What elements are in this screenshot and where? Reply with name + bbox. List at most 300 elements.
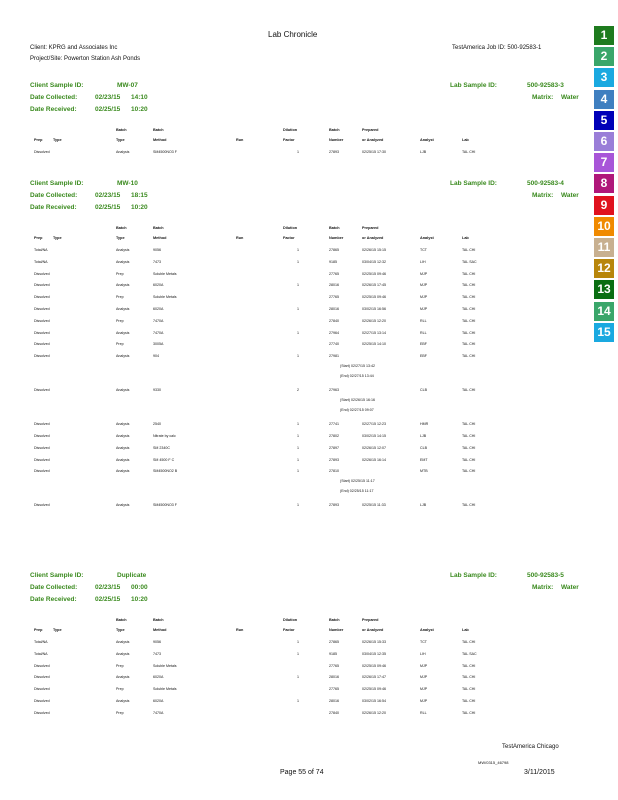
column-header-top: Batch <box>329 618 340 622</box>
received-date: 02/25/15 <box>95 106 121 113</box>
received-date: 02/25/15 <box>95 204 121 211</box>
table-cell-prep: Dissolved <box>34 710 50 715</box>
column-header: Prep <box>34 628 43 632</box>
table-cell-date: 03/02/15 14:15 <box>362 434 386 438</box>
column-header: Type <box>116 628 125 632</box>
column-header-top: Batch <box>153 226 164 230</box>
table-cell-analyst: LJB <box>420 150 427 154</box>
table-cell-btype: Analysis <box>116 330 130 335</box>
table-cell-btype: Analysis <box>116 283 130 288</box>
table-cell-method: Soluble Metals <box>153 295 177 300</box>
lab-sample-id: 500-92583-5 <box>527 572 564 579</box>
table-cell-sub-date: (End) 02/27/15 13:44 <box>340 374 374 379</box>
table-cell-analyst: MJP <box>420 307 428 311</box>
column-header-top: Prepared <box>362 226 379 230</box>
client-sample-label: Client Sample ID: <box>30 572 84 579</box>
column-header-top: Batch <box>116 226 127 230</box>
table-cell-prep: Dissolved <box>34 434 50 438</box>
table-cell-number: 27810 <box>329 469 339 474</box>
table-cell-prep: Dissolved <box>34 422 50 427</box>
table-cell-date: 02/25/15 09:46 <box>362 663 386 668</box>
table-cell-lab: TAL CHI <box>462 457 476 462</box>
table-cell-btype: Analysis <box>116 699 130 703</box>
column-header-top: Prepared <box>362 618 379 622</box>
table-cell-method: 7473 <box>153 259 161 264</box>
table-cell-prep: Dissolved <box>34 457 50 462</box>
table-cell-method: 7470A <box>153 710 164 715</box>
table-cell-method: 9330 <box>153 388 161 393</box>
table-cell-analyst: RLL <box>420 330 427 335</box>
table-cell-analyst: TCT <box>420 248 427 252</box>
table-cell-lab: TAL SAC <box>462 259 477 264</box>
matrix-value: Water <box>561 94 579 101</box>
table-cell-number: 27740 <box>329 342 339 347</box>
table-cell-analyst: RLL <box>420 710 427 715</box>
table-cell-date: 03/02/15 16:56 <box>362 307 386 311</box>
matrix-label: Matrix: <box>532 192 554 199</box>
table-cell-btype: Prep <box>116 687 124 692</box>
table-cell-btype: Analysis <box>116 651 130 656</box>
tab-6[interactable]: 6 <box>594 132 614 151</box>
table-cell-number: 27741 <box>329 422 339 427</box>
received-label: Date Received: <box>30 204 77 211</box>
collected-date: 02/23/15 <box>95 584 121 591</box>
tab-11[interactable]: 11 <box>594 238 614 257</box>
table-cell-lab: TAL CHI <box>462 354 476 359</box>
table-cell-factor: 1 <box>297 640 299 644</box>
table-cell-btype: Analysis <box>116 675 130 680</box>
column-header: Lab <box>462 628 469 632</box>
table-cell-method: Soluble Metals <box>153 663 177 668</box>
table-cell-factor: 1 <box>297 307 299 311</box>
table-cell-number: 27963 <box>329 388 339 393</box>
table-cell-date: 02/25/15 09:46 <box>362 687 386 692</box>
table-cell-method: 6020A <box>153 699 164 703</box>
table-cell-date: 02/27/15 12:23 <box>362 422 386 427</box>
tab-3[interactable]: 3 <box>594 68 614 87</box>
table-cell-number: 27893 <box>329 457 339 462</box>
client-sample-label: Client Sample ID: <box>30 180 84 187</box>
table-cell-date: 02/26/15 17:45 <box>362 283 386 288</box>
table-cell-prep: Dissolved <box>34 663 50 668</box>
collected-label: Date Collected: <box>30 192 78 199</box>
table-cell-number: 27840 <box>329 318 339 323</box>
table-cell-number: 27765 <box>329 663 339 668</box>
table-cell-lab: TAL CHI <box>462 445 476 450</box>
table-cell-number: 27981 <box>329 354 339 359</box>
table-cell-factor: 1 <box>297 457 299 462</box>
table-cell-btype: Analysis <box>116 150 130 154</box>
table-cell-prep: Dissolved <box>34 295 50 300</box>
table-cell-number: 27765 <box>329 295 339 300</box>
column-header: Method <box>153 236 167 240</box>
table-cell-prep: Dissolved <box>34 271 50 276</box>
table-cell-lab: TAL CHI <box>462 271 476 276</box>
table-cell-method: 9056 <box>153 248 161 252</box>
received-time: 10:20 <box>131 204 148 211</box>
column-header: Factor <box>283 628 295 632</box>
table-cell-lab: TAL CHI <box>462 318 476 323</box>
table-cell-prep: Dissolved <box>34 283 50 288</box>
matrix-label: Matrix: <box>532 584 554 591</box>
column-header-top: Dilution <box>283 618 298 622</box>
table-cell-factor: 1 <box>297 503 299 508</box>
table-cell-analyst: LIH <box>420 259 426 264</box>
table-cell-factor: 1 <box>297 354 299 359</box>
table-cell-lab: TAL CHI <box>462 710 476 715</box>
table-cell-btype: Analysis <box>116 503 130 508</box>
column-header: Number <box>329 628 344 632</box>
lab-sample-label: Lab Sample ID: <box>450 180 497 187</box>
footer-company: TestAmerica Chicago <box>502 744 559 750</box>
table-cell-date: 03/04/15 12:35 <box>362 651 386 656</box>
column-header-top: Batch <box>153 128 164 132</box>
table-cell-date: 02/26/15 15:33 <box>362 640 386 644</box>
table-cell-prep: Dissolved <box>34 503 50 508</box>
table-cell-analyst: EBF <box>420 342 427 347</box>
job-id: TestAmerica Job ID: 500-92583-1 <box>452 45 542 51</box>
collected-time: 18:15 <box>131 192 148 199</box>
table-cell-prep: Dissolved <box>34 150 50 154</box>
table-cell-btype: Analysis <box>116 259 130 264</box>
table-cell-btype: Analysis <box>116 434 130 438</box>
table-cell-analyst: MJP <box>420 699 428 703</box>
collected-time: 00:00 <box>131 584 148 591</box>
column-header: Factor <box>283 236 295 240</box>
table-cell-analyst: LIH <box>420 651 426 656</box>
column-header: Method <box>153 138 167 142</box>
table-cell-analyst: HMR <box>420 422 429 427</box>
page-title: Lab Chronicle <box>268 30 318 39</box>
column-header: Analyst <box>420 628 434 632</box>
table-cell-factor: 1 <box>297 699 299 703</box>
table-cell-lab: TAL CHI <box>462 342 476 347</box>
table-cell-lab: TAL CHI <box>462 150 476 154</box>
table-cell-factor: 1 <box>297 445 299 450</box>
table-cell-sub-date: (Start) 02/26/15 16:16 <box>340 398 375 403</box>
tab-12[interactable]: 12 <box>594 259 614 278</box>
table-cell-factor: 1 <box>297 675 299 680</box>
table-cell-analyst: LJB <box>420 503 427 508</box>
column-header-top: Batch <box>116 128 127 132</box>
table-cell-method: SM 2340C <box>153 445 170 450</box>
tab-8[interactable]: 8 <box>594 174 614 193</box>
received-date: 02/25/15 <box>95 596 121 603</box>
table-cell-method: Soluble Metals <box>153 687 177 692</box>
tab-1[interactable]: 1 <box>594 26 614 45</box>
client-sample-label: Client Sample ID: <box>30 82 84 89</box>
tab-5[interactable]: 5 <box>594 111 614 130</box>
column-header-top: Dilution <box>283 128 298 132</box>
table-cell-factor: 1 <box>297 248 299 252</box>
table-cell-btype: Analysis <box>116 640 130 644</box>
column-header: Type <box>53 138 62 142</box>
column-header: Run <box>236 138 244 142</box>
table-cell-number: 9185 <box>329 259 337 264</box>
column-header: Factor <box>283 138 295 142</box>
column-header-top: Dilution <box>283 226 298 230</box>
column-header-top: Batch <box>116 618 127 622</box>
tab-10[interactable]: 10 <box>594 217 614 236</box>
table-cell-factor: 1 <box>297 434 299 438</box>
table-cell-method: SM 4500 F C <box>153 457 175 462</box>
table-cell-prep: Dissolved <box>34 687 50 692</box>
table-cell-prep: Dissolved <box>34 675 50 680</box>
table-cell-lab: TAL CHI <box>462 422 476 427</box>
column-header: or Analyzed <box>362 628 384 632</box>
column-header-top: Prepared <box>362 128 379 132</box>
table-cell-prep: Dissolved <box>34 330 50 335</box>
table-cell-factor: 1 <box>297 422 299 427</box>
table-cell-prep: Total/NA <box>34 651 48 656</box>
table-cell-analyst: CLB <box>420 445 427 450</box>
table-cell-date: 02/26/15 17:47 <box>362 675 386 680</box>
table-cell-btype: Prep <box>116 318 124 323</box>
table-cell-btype: Analysis <box>116 469 130 474</box>
column-header: Lab <box>462 138 469 142</box>
table-cell-lab: TAL CHI <box>462 434 476 438</box>
table-cell-lab: TAL CHI <box>462 469 476 474</box>
table-cell-method: Soluble Metals <box>153 271 177 276</box>
received-label: Date Received: <box>30 596 77 603</box>
collected-time: 14:10 <box>131 94 148 101</box>
received-label: Date Received: <box>30 106 77 113</box>
table-cell-number: 27765 <box>329 687 339 692</box>
table-cell-number: 27897 <box>329 445 339 450</box>
table-cell-sub-date: (End) 02/27/15 09:07 <box>340 408 374 413</box>
table-cell-analyst: RLL <box>420 318 427 323</box>
table-cell-analyst: MJP <box>420 687 428 692</box>
column-header: Run <box>236 236 244 240</box>
table-cell-lab: TAL CHI <box>462 330 476 335</box>
column-header-top: Batch <box>329 226 340 230</box>
column-header: Number <box>329 236 344 240</box>
table-cell-number: 27964 <box>329 330 339 335</box>
lab-sample-id: 500-92583-4 <box>527 180 564 187</box>
table-cell-btype: Prep <box>116 710 124 715</box>
table-cell-btype: Analysis <box>116 307 130 311</box>
lab-sample-label: Lab Sample ID: <box>450 572 497 579</box>
table-cell-prep: Dissolved <box>34 342 50 347</box>
table-cell-number: 28016 <box>329 675 339 680</box>
table-cell-date: 02/25/15 11:33 <box>362 503 386 508</box>
table-cell-number: 27893 <box>329 150 339 154</box>
received-time: 10:20 <box>131 106 148 113</box>
table-cell-method: 2540 <box>153 422 161 427</box>
table-cell-btype: Analysis <box>116 445 130 450</box>
table-cell-analyst: MJP <box>420 295 428 300</box>
matrix-value: Water <box>561 584 579 591</box>
footer-code: MW/0315_46798 <box>478 760 509 765</box>
table-cell-lab: TAL CHI <box>462 640 476 644</box>
table-cell-factor: 1 <box>297 469 299 474</box>
table-cell-factor: 1 <box>297 330 299 335</box>
table-cell-number: 27893 <box>329 503 339 508</box>
tab-15[interactable]: 15 <box>594 323 614 342</box>
column-header: Run <box>236 628 244 632</box>
table-cell-sub-date: (Start) 02/27/15 13:42 <box>340 364 375 369</box>
table-cell-number: 9185 <box>329 651 337 656</box>
table-cell-number: 28016 <box>329 307 339 311</box>
table-cell-prep: Total/NA <box>34 248 48 252</box>
table-cell-date: 02/25/15 09:46 <box>362 295 386 300</box>
lab-sample-id: 500-92583-3 <box>527 82 564 89</box>
table-cell-factor: 1 <box>297 651 299 656</box>
table-cell-date: 02/26/15 12:20 <box>362 710 386 715</box>
table-cell-number: 27802 <box>329 434 339 438</box>
table-cell-btype: Prep <box>116 271 124 276</box>
project-site: Project/Site: Powerton Station Ash Ponds <box>30 56 141 62</box>
received-time: 10:20 <box>131 596 148 603</box>
table-cell-prep: Dissolved <box>34 469 50 474</box>
client-sample-id: Duplicate <box>117 572 147 579</box>
table-cell-method: 6020A <box>153 675 164 680</box>
table-cell-method: 7470A <box>153 318 164 323</box>
table-cell-prep: Dissolved <box>34 699 50 703</box>
column-header: Prep <box>34 138 43 142</box>
table-cell-analyst: MTB <box>420 469 428 474</box>
table-cell-method: 904 <box>153 354 159 359</box>
table-cell-date: 02/26/15 12:07 <box>362 445 386 450</box>
column-header: Type <box>116 138 125 142</box>
table-cell-lab: TAL CHI <box>462 307 476 311</box>
client-sample-id: MW-07 <box>117 82 138 89</box>
table-cell-btype: Prep <box>116 295 124 300</box>
column-header: Analyst <box>420 138 434 142</box>
table-cell-analyst: LJB <box>420 434 427 438</box>
collected-label: Date Collected: <box>30 584 78 591</box>
table-cell-lab: TAL SAC <box>462 651 477 656</box>
table-cell-prep: Dissolved <box>34 354 50 359</box>
table-cell-method: 6020A <box>153 307 164 311</box>
table-cell-btype: Analysis <box>116 248 130 252</box>
page-number: Page 55 of 74 <box>280 769 324 776</box>
table-cell-date: 02/26/15 16:14 <box>362 457 386 462</box>
table-cell-sub-date: (End) 02/25/15 11:17 <box>340 489 374 494</box>
table-cell-btype: Prep <box>116 342 124 347</box>
table-cell-method: 6020A <box>153 283 164 288</box>
table-cell-analyst: CLB <box>420 388 427 393</box>
column-header: Type <box>53 628 62 632</box>
table-cell-method: 7470A <box>153 330 164 335</box>
table-cell-method: SM4500NO2 B <box>153 469 178 474</box>
table-cell-factor: 1 <box>297 150 299 154</box>
table-cell-lab: TAL CHI <box>462 283 476 288</box>
matrix-value: Water <box>561 192 579 199</box>
column-header: Method <box>153 628 167 632</box>
table-cell-date: 03/02/15 16:54 <box>362 699 386 703</box>
tab-14[interactable]: 14 <box>594 302 614 321</box>
table-cell-method: SM4500NO3 F <box>153 150 177 154</box>
column-header-top: Batch <box>329 128 340 132</box>
table-cell-analyst: EMT <box>420 457 428 462</box>
table-cell-date: 02/26/15 15:15 <box>362 248 386 252</box>
table-cell-date: 02/25/15 14:10 <box>362 342 386 347</box>
table-cell-number: 27865 <box>329 248 339 252</box>
tab-4[interactable]: 4 <box>594 90 614 109</box>
table-cell-sub-date: (Start) 02/25/15 11:17 <box>340 479 375 484</box>
table-cell-btype: Analysis <box>116 422 130 427</box>
table-cell-prep: Dissolved <box>34 318 50 323</box>
column-header-top: Batch <box>153 618 164 622</box>
table-cell-factor: 1 <box>297 283 299 288</box>
table-cell-method: 3005A <box>153 342 164 347</box>
table-cell-btype: Analysis <box>116 457 130 462</box>
column-header: Type <box>53 236 62 240</box>
collected-date: 02/23/15 <box>95 94 121 101</box>
tab-13[interactable]: 13 <box>594 280 614 299</box>
table-cell-prep: Dissolved <box>34 388 50 393</box>
table-cell-date: 02/25/15 09:46 <box>362 271 386 276</box>
table-cell-btype: Analysis <box>116 388 130 393</box>
table-cell-lab: TAL CHI <box>462 699 476 703</box>
table-cell-method: 7473 <box>153 651 161 656</box>
column-header: Lab <box>462 236 469 240</box>
table-cell-method: Nitrate by calc <box>153 434 176 438</box>
column-header: Number <box>329 138 344 142</box>
table-cell-factor: 1 <box>297 259 299 264</box>
table-cell-method: SM4500NO3 F <box>153 503 177 508</box>
table-cell-date: 03/04/15 12:32 <box>362 259 386 264</box>
table-cell-factor: 2 <box>297 388 299 393</box>
table-cell-method: 9056 <box>153 640 161 644</box>
footer-date: 3/11/2015 <box>524 769 555 776</box>
table-cell-analyst: EBF <box>420 354 427 359</box>
table-cell-prep: Dissolved <box>34 445 50 450</box>
table-cell-analyst: MJP <box>420 675 428 680</box>
table-cell-lab: TAL CHI <box>462 295 476 300</box>
client-sample-id: MW-10 <box>117 180 138 187</box>
table-cell-prep: Total/NA <box>34 259 48 264</box>
table-cell-prep: Total/NA <box>34 640 48 644</box>
collected-date: 02/23/15 <box>95 192 121 199</box>
column-header: or Analyzed <box>362 236 384 240</box>
table-cell-date: 02/27/15 13:14 <box>362 330 386 335</box>
table-cell-number: 27865 <box>329 640 339 644</box>
table-cell-lab: TAL CHI <box>462 503 476 508</box>
column-header: or Analyzed <box>362 138 384 142</box>
client-name: Client: KPRG and Associates Inc <box>30 45 118 51</box>
table-cell-analyst: MJP <box>420 283 428 288</box>
column-header: Type <box>116 236 125 240</box>
column-header: Prep <box>34 236 43 240</box>
table-cell-lab: TAL CHI <box>462 663 476 668</box>
matrix-label: Matrix: <box>532 94 554 101</box>
table-cell-btype: Prep <box>116 663 124 668</box>
table-cell-lab: TAL CHI <box>462 248 476 252</box>
table-cell-btype: Analysis <box>116 354 130 359</box>
table-cell-analyst: MJP <box>420 271 428 276</box>
table-cell-number: 28016 <box>329 283 339 288</box>
table-cell-analyst: TCT <box>420 640 427 644</box>
table-cell-lab: TAL CHI <box>462 687 476 692</box>
table-cell-date: 02/26/15 12:20 <box>362 318 386 323</box>
table-cell-number: 27765 <box>329 271 339 276</box>
tab-9[interactable]: 9 <box>594 196 614 215</box>
lab-sample-label: Lab Sample ID: <box>450 82 497 89</box>
collected-label: Date Collected: <box>30 94 78 101</box>
tab-7[interactable]: 7 <box>594 153 614 172</box>
table-cell-number: 28016 <box>329 699 339 703</box>
column-header: Analyst <box>420 236 434 240</box>
table-cell-lab: TAL CHI <box>462 388 476 393</box>
table-cell-number: 27840 <box>329 710 339 715</box>
table-cell-lab: TAL CHI <box>462 675 476 680</box>
table-cell-analyst: MJP <box>420 663 428 668</box>
table-cell-prep: Dissolved <box>34 307 50 311</box>
tab-2[interactable]: 2 <box>594 47 614 66</box>
table-cell-date: 02/25/15 17:30 <box>362 150 386 154</box>
